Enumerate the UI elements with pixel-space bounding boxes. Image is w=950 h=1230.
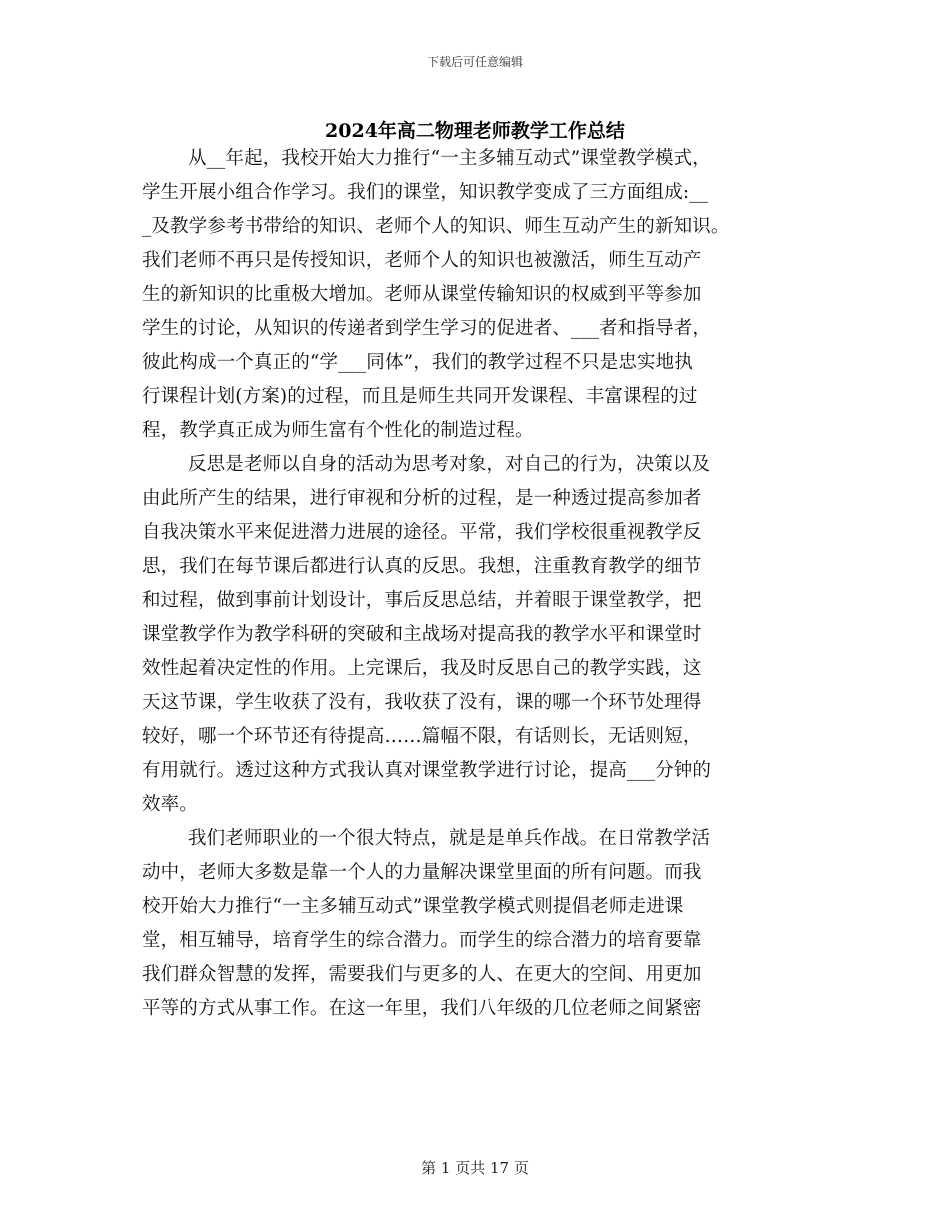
text-line: 我们老师不再只是传授知识，老师个人的知识也被激活，师生互动产 <box>142 250 702 271</box>
text-line: 堂，相互辅导，培育学生的综合潜力。而学生的综合潜力的培育要靠 <box>142 930 702 951</box>
paragraph-2 <box>142 448 810 822</box>
text-line: 天这节课，学生收获了没有，我收获了没有，课的哪一个环节处理得 <box>142 692 702 713</box>
document-title: 2024年高二物理老师教学工作总结 <box>325 120 625 142</box>
text-line: 效性起着决定性的作用。上完课后，我及时反思自己的教学实践，这 <box>142 658 702 679</box>
text-line: 和过程，做到事前计划设计，事后反思总结，并着眼于课堂教学，把 <box>142 590 702 611</box>
text-line: _及教学参考书带给的知识、老师个人的知识、师生互动产生的新知识。 <box>142 216 730 237</box>
text-line: 生的新知识的比重极大增加。老师从课堂传输知识的权威到平等参加 <box>142 284 702 305</box>
text-line: 自我决策水平来促进潜力进展的途径。平常，我们学校很重视教学反 <box>142 522 702 543</box>
text-line: 平等的方式从事工作。在这一年里，我们八年级的几位老师之间紧密 <box>142 998 702 1019</box>
text-line: 由此所产生的结果，进行审视和分析的过程，是一种透过提高参加者 <box>142 488 702 509</box>
text-line: 动中，老师大多数是靠一个人的力量解决课堂里面的所有问题。而我 <box>142 862 702 883</box>
text-line: 我们群众智慧的发挥，需要我们与更多的人、在更大的空间、用更加 <box>142 964 702 985</box>
text-line: 学生开展小组合作学习。我们的课堂，知识教学变成了三方面组成:__ <box>142 182 709 203</box>
text-line: 从__年起，我校开始大力推行“一主多辅互动式”课堂教学模式， <box>188 148 711 169</box>
paragraph-3 <box>142 822 810 1026</box>
text-line: 课堂教学作为教学科研的突破和主战场对提高我的教学水平和课堂时 <box>142 624 702 645</box>
text-line: 学生的讨论，从知识的传递者到学生学习的促进者、___者和指导者， <box>142 318 712 339</box>
text-line: 思，我们在每节课后都进行认真的反思。我想，注重教育教学的细节 <box>142 556 702 577</box>
text-line: 有用就行。透过这种方式我认真对课堂教学进行讨论，提高___分钟的 <box>142 760 712 781</box>
page-number: 第 1 页共 17 页 <box>421 1159 529 1177</box>
text-line: 校开始大力推行“一主多辅互动式”课堂教学模式则提倡老师走进课 <box>142 896 684 917</box>
text-line: 效率。 <box>142 794 198 815</box>
text-line: 程，教学真正成为师生富有个性化的制造过程。 <box>142 420 534 441</box>
document-body <box>142 142 810 1026</box>
text-line: 我们老师职业的一个很大特点，就是是单兵作战。在日常教学活 <box>188 828 711 849</box>
text-line: 彼此构成一个真正的“学___同体”，我们的教学过程不只是忠实地执 <box>142 352 693 373</box>
text-line: 反思是老师以自身的活动为思考对象，对自己的行为，决策以及 <box>188 454 711 475</box>
text-line: 较好，哪一个环节还有待提高……篇幅不限，有话则长，无话则短， <box>142 726 702 747</box>
text-line: 行课程计划(方案)的过程，而且是师生共同开发课程、丰富课程的过 <box>142 386 698 407</box>
page-header-note: 下载后可任意编辑 <box>426 55 523 69</box>
paragraph-1 <box>142 142 810 448</box>
